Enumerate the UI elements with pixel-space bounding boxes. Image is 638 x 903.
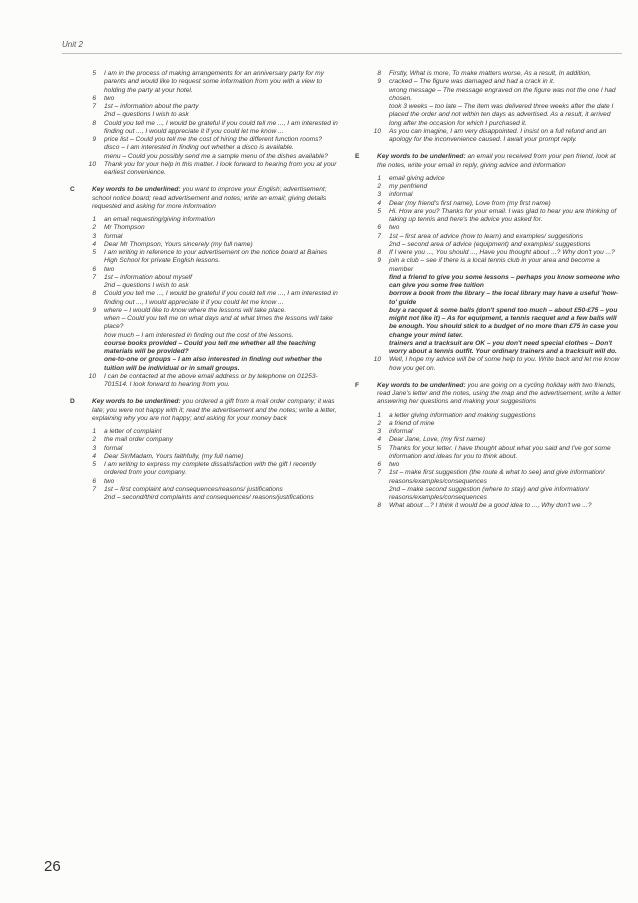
item-body [104, 486, 340, 503]
item-number: 4 [92, 240, 96, 248]
answer-item [70, 103, 340, 120]
answer-item [355, 224, 623, 232]
answer-line: two [389, 224, 400, 232]
item-body [104, 70, 340, 95]
key-words-text: you want to improve your English; advertisement; school notice board; read advertisement and notes; write an email; giving details requested and asking for more information [92, 186, 327, 210]
item-body [104, 224, 340, 232]
answer-section [355, 382, 623, 511]
answer-line: What about ...? I think it would be a good idea to ..., Why don't we ...? [389, 502, 592, 510]
answer-item [70, 266, 340, 274]
section-heading [70, 398, 340, 423]
answer-item [70, 486, 340, 503]
answer-item [355, 356, 623, 373]
answer-item [70, 428, 340, 436]
item-body [104, 453, 340, 461]
key-words-text: you ordered a gift from a mail order company; it was late; you were not happy with it; read the advertisement and the notes; write a letter, explaining why you are not happy; and asking for your money back [92, 398, 337, 422]
item-body [389, 445, 623, 462]
answer-item [355, 208, 623, 225]
answer-item [70, 307, 340, 373]
item-number: 6 [377, 461, 381, 468]
item-body [389, 200, 623, 208]
item-number: 8 [92, 290, 96, 298]
item-body [104, 436, 340, 444]
answer-line: when – Could you tell me on what days and at what times the lessons will take place? [104, 315, 333, 331]
item-number: 3 [377, 428, 381, 435]
item-number: 10 [373, 127, 381, 135]
answer-line: the mail order company [104, 436, 173, 444]
item-number: 7 [377, 232, 381, 240]
item-body [104, 266, 340, 274]
item-number: 4 [377, 436, 381, 444]
answer-item [355, 175, 623, 183]
item-body [104, 95, 340, 103]
answer-line: 1st – information about the party [104, 103, 199, 110]
item-number: 2 [92, 224, 96, 232]
item-number: 7 [92, 273, 96, 281]
answer-line: 1st – information about myself [104, 273, 192, 281]
answer-line: disco – I am interested in finding out whether a disco is available. [104, 144, 294, 152]
answer-item [70, 373, 340, 390]
answer-line: I can be contacted at the above email address or by telephone on 01253-701514. I look forward to hearing from you. [104, 372, 318, 388]
item-body [389, 420, 623, 428]
section-heading [355, 153, 623, 170]
item-number: 10 [88, 160, 96, 168]
item-number: 7 [92, 485, 96, 493]
section-heading [70, 186, 340, 211]
item-body [104, 373, 340, 390]
item-number: 5 [377, 444, 381, 452]
item-body [389, 356, 623, 373]
answer-line: join a club – see if there is a local tennis club in your area and become a member [389, 257, 600, 273]
item-body [389, 183, 623, 191]
answer-item [355, 469, 623, 502]
header-rule [62, 53, 622, 54]
item-number: 2 [377, 419, 381, 427]
answer-line: formal [104, 444, 123, 452]
answer-section [355, 70, 623, 144]
item-body [104, 428, 340, 436]
item-body [389, 412, 623, 420]
answer-line: a letter of complaint [104, 428, 162, 435]
item-body [104, 478, 340, 486]
answer-item [355, 128, 623, 145]
item-number: 3 [92, 232, 96, 240]
answer-section [355, 153, 623, 373]
section-instructions [377, 382, 623, 407]
answer-line: one-to-one or groups – I am also interested in finding out whether the tuition will be individual or in small groups. [104, 356, 322, 372]
answer-line: two [104, 477, 115, 485]
answer-item [70, 136, 340, 161]
item-body [389, 428, 623, 436]
item-number: 8 [377, 70, 381, 77]
answer-line: two [389, 461, 400, 468]
key-words-text: you are going on a cycling holiday with two friends, read Jane's letter and the notes, using the map and the advertisement, write a letter answering her questions and making your suggestions [377, 381, 621, 406]
answer-item [70, 120, 340, 137]
item-number: 9 [377, 78, 381, 86]
item-body [104, 290, 340, 307]
item-body [104, 307, 340, 373]
item-number: 9 [377, 257, 381, 265]
answer-item [70, 436, 340, 444]
item-number: 6 [92, 477, 96, 485]
answer-line: Could you tell me ..., I would be grateful if you could tell me ..., I am interested in finding out ..., I would appreciate it if you could let me know ... [104, 119, 338, 135]
answer-line: As you can imagine, I am very disappointed. I insist on a full refund and an apology for the inconvenience caused. I await your prompt reply. [389, 127, 607, 143]
item-body [389, 249, 623, 257]
item-number: 7 [92, 103, 96, 110]
item-number: 9 [92, 136, 96, 143]
item-number: 6 [377, 224, 381, 232]
section-instructions [92, 186, 340, 211]
item-number: 7 [377, 469, 381, 477]
answer-item [355, 78, 623, 128]
key-words-label: Key words to be underlined: [377, 381, 466, 389]
answer-line: informal [389, 428, 413, 435]
answer-item [355, 249, 623, 257]
answer-item [70, 290, 340, 307]
answer-line: borrow a book from the library – the local library may have a useful 'how-to' guide [389, 290, 619, 306]
section-letter: C [70, 186, 75, 194]
answer-line: 2nd – make second suggestion (where to stay) and give information/ reasons/examples/consequences [389, 485, 589, 501]
item-number: 8 [92, 119, 96, 127]
answer-line: 2nd – second/third complaints and consequences/ reasons/justifications [104, 494, 314, 501]
answer-item [70, 249, 340, 266]
item-number: 8 [377, 502, 381, 510]
item-number: 4 [92, 452, 96, 460]
answer-line: I am writing in reference to your advertisement on the notice board at Baines High School for private English lessons. [104, 249, 328, 265]
item-number: 1 [377, 174, 381, 182]
answer-line: 1st – first complaint and consequences/reasons/ justifications [104, 485, 283, 493]
item-body [389, 502, 623, 510]
item-number: 1 [92, 428, 96, 435]
answer-line: Firstly, What is more, To make matters worse, As a result, In addition, [389, 70, 592, 77]
item-number: 1 [92, 216, 96, 223]
answer-item [355, 183, 623, 191]
answer-line: email giving advice [389, 174, 445, 182]
answer-line: Thanks for your letter. I have thought about what you said and I've got some information and ideas for you to think about. [389, 444, 611, 460]
item-body [389, 175, 623, 183]
item-body [389, 128, 623, 145]
key-words-label: Key words to be underlined: [92, 186, 181, 194]
answer-item [355, 70, 623, 78]
answer-item [355, 412, 623, 420]
answer-item [355, 428, 623, 436]
answer-line: If I were you ..., You should ..., Have you thought about ...? Why don't you ...? [389, 249, 615, 256]
answer-item [355, 420, 623, 428]
answer-line: menu – Could you possibly send me a sample menu of the dishes available? [104, 152, 328, 160]
answer-line: I am writing to express my complete dissatisfaction with the gift I recently ordered from your company. [104, 461, 317, 477]
item-number: 10 [373, 356, 381, 364]
answer-item [355, 502, 623, 510]
item-body [389, 78, 623, 128]
answer-item [70, 233, 340, 241]
item-body [389, 208, 623, 225]
right-column [355, 70, 623, 511]
key-words-text: an email you received from your pen friend, look at the notes, write your email in reply, giving advice and information [377, 153, 616, 169]
item-body [389, 469, 623, 502]
section-letter: E [355, 153, 360, 161]
answer-line: a friend of mine [389, 419, 435, 427]
answer-line: formal [104, 232, 123, 240]
answer-line: Mr Thompson [104, 224, 145, 232]
section-instructions [377, 153, 623, 170]
answer-line: my penfriend [389, 183, 428, 190]
item-number: 2 [92, 436, 96, 444]
item-number: 4 [377, 199, 381, 207]
answer-item [70, 445, 340, 453]
item-body [104, 216, 340, 224]
answer-line: 1st – make first suggestion (the route & what to see) and give information/ reasons/examples/consequences [389, 469, 605, 485]
item-body [104, 249, 340, 266]
answer-line: Dear Sir/Madam, Yours faithfully, (my full name) [104, 452, 244, 460]
answer-line: an email requesting/giving information [104, 216, 216, 223]
item-number: 6 [92, 94, 96, 102]
answer-line: 2nd – questions I wish to ask [104, 111, 189, 119]
item-number: 6 [92, 265, 96, 273]
answer-line: Dear (my friend's first name), Love from (my first name) [389, 199, 551, 207]
answer-item [355, 200, 623, 208]
answer-item [355, 191, 623, 199]
answer-line: Thank you for your help in this matter. I look forward to hearing from you at your earliest convenience. [104, 160, 337, 176]
answer-line: 2nd – second area of advice (equipment) and examples/ suggestions [389, 240, 591, 248]
answer-line: a letter giving information and making suggestions [389, 411, 536, 419]
item-body [104, 461, 340, 478]
item-number: 5 [92, 249, 96, 256]
left-column [70, 70, 340, 502]
answer-line: informal [389, 191, 413, 199]
answer-item [70, 274, 340, 291]
item-body [389, 233, 623, 250]
answer-line: buy a racquet & some balls (don't spend too much – about £50-£75 – you might not like it) – As for equipment, a tennis racquet and a few balls will be enough. You should stick to a budget of no more than £75 in case you change your mind later. [389, 306, 618, 339]
item-body [389, 436, 623, 444]
answer-line: Could you tell me ..., I would be grateful if you could tell me ..., I am interested in finding out ..., I would appreciate it if you could let me know ... [104, 290, 338, 306]
answer-line: Hi. How are you? Thanks for your email. I was glad to hear you are thinking of taking up tennis and here's the advice you asked for. [389, 207, 617, 223]
answer-line: Dear Jane, Love, (my first name) [389, 436, 486, 444]
answer-item [355, 436, 623, 444]
section-letter: D [70, 398, 75, 406]
item-body [389, 70, 623, 78]
answer-item [70, 161, 340, 178]
answer-item [70, 224, 340, 232]
answer-line: how much – I am interested in finding out the cost of the lessons. [104, 331, 294, 339]
item-body [104, 241, 340, 249]
item-number: 8 [377, 249, 381, 256]
answer-item [70, 216, 340, 224]
item-body [389, 257, 623, 356]
section-letter: F [355, 381, 360, 389]
answer-item [70, 453, 340, 461]
item-body [104, 274, 340, 291]
item-number: 10 [88, 372, 96, 380]
answer-line: two [104, 94, 115, 102]
answer-line: took 3 weeks – too late – The item was delivered three weeks after the date I placed the order and not within ten days as advertised. As a result, it arrived long after the occasion for which I purchased it. [389, 103, 614, 127]
item-body [104, 445, 340, 453]
answer-line: where – I would like to know where the lessons will take place. [104, 306, 287, 314]
answer-item [355, 445, 623, 462]
answer-line: 2nd – questions I wish to ask [104, 282, 189, 289]
item-body [104, 233, 340, 241]
answer-section [70, 70, 340, 177]
section-heading [355, 382, 623, 407]
item-number: 9 [92, 306, 96, 314]
answer-item [70, 461, 340, 478]
answer-item [355, 461, 623, 469]
section-instructions [92, 398, 340, 423]
answer-section [70, 398, 340, 502]
item-number: 3 [92, 444, 96, 452]
answer-section [70, 186, 340, 389]
answer-line: Dear Mr Thompson, Yours sincerely (my full name) [104, 240, 253, 248]
answer-line: cracked – The figure was damaged and had a crack in it. [389, 78, 555, 86]
answer-item [70, 70, 340, 95]
item-body [104, 136, 340, 161]
answer-line: wrong message – The message engraved on the figure was not the one I had chosen. [389, 86, 616, 102]
item-body [389, 461, 623, 469]
item-number: 1 [377, 411, 381, 419]
answer-item [70, 95, 340, 103]
answer-line: trainers and a tracksuit are OK – you don't need special clothes – Don't worry about a tennis outfit. Your ordinary trainers and a tracksuit will do. [389, 339, 617, 355]
answer-item [355, 257, 623, 356]
answer-line: two [104, 265, 115, 273]
item-number: 3 [377, 191, 381, 199]
key-words-label: Key words to be underlined: [92, 398, 181, 406]
item-number: 2 [377, 183, 381, 190]
key-words-label: Key words to be underlined: [377, 153, 466, 161]
item-number: 5 [92, 461, 96, 468]
item-body [104, 161, 340, 178]
item-number: 5 [92, 70, 96, 77]
item-body [104, 103, 340, 120]
answer-line: course books provided – Could you tell me whether all the teaching materials will be provided? [104, 339, 316, 355]
answer-line: Well, I hope my advice will be of some help to you. Write back and let me know how you get on. [389, 356, 620, 372]
item-body [389, 191, 623, 199]
answer-item [70, 241, 340, 249]
item-body [389, 224, 623, 232]
answer-line: price list – Could you tell me the cost of hiring the different function rooms? [104, 136, 323, 143]
page-number: 26 [44, 858, 61, 875]
answer-item [355, 233, 623, 250]
answer-line: find a friend to give you some lessons – perhaps you know someone who can give you some free tuition [389, 273, 620, 289]
item-number: 5 [377, 207, 381, 215]
answer-line: I am in the process of making arrangements for an anniversary party for my parents and would like to request some information from you with a view to holding the party at your hotel. [104, 70, 324, 94]
answer-item [70, 478, 340, 486]
unit-label: Unit 2 [62, 40, 83, 49]
item-body [104, 120, 340, 137]
answer-line: 1st – first area of advice (how to learn) and examples/ suggestions [389, 232, 583, 240]
